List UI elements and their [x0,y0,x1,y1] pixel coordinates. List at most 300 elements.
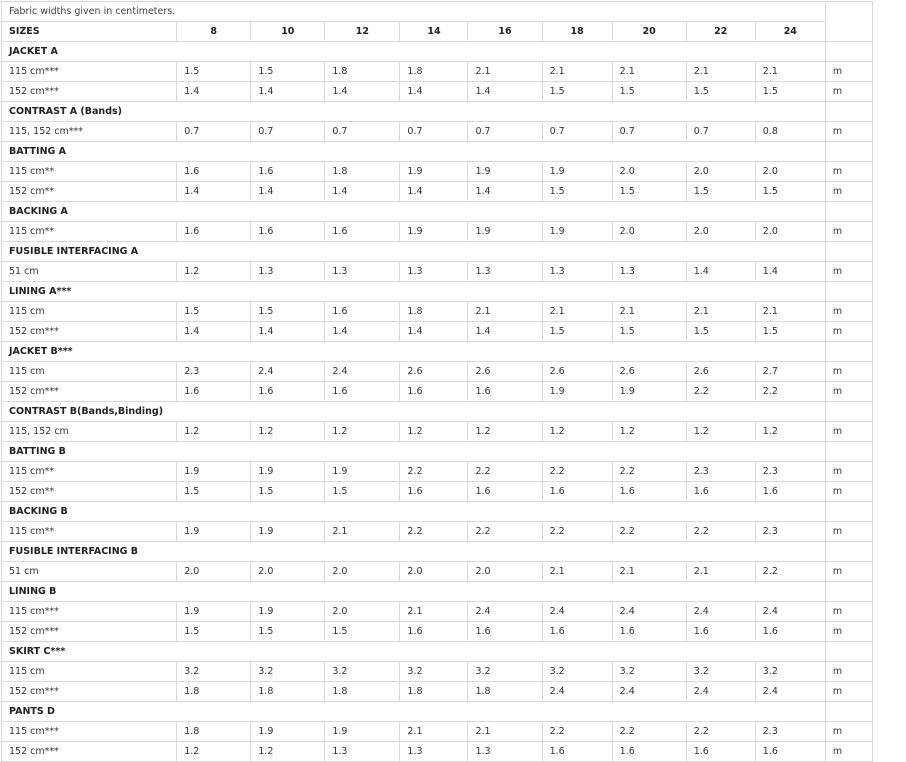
unit-label: m [825,82,872,102]
section-title: BACKING A [2,202,826,222]
yardage-value: 0.7 [177,122,251,142]
yardage-value: 1.9 [251,522,325,542]
yardage-value: 2.4 [686,682,755,702]
yardage-value: 0.7 [325,122,400,142]
yardage-value: 1.9 [468,222,542,242]
yardage-value: 1.6 [468,622,542,642]
yardage-value: 2.6 [612,362,686,382]
unit-label: m [825,302,872,322]
yardage-value: 1.6 [400,382,468,402]
yardage-value: 1.2 [177,262,251,282]
yardage-value: 1.6 [612,742,686,762]
yardage-value: 2.1 [400,722,468,742]
yardage-value: 3.2 [400,662,468,682]
yardage-value: 1.9 [177,462,251,482]
yardage-value: 1.5 [177,622,251,642]
yardage-value: 1.5 [177,302,251,322]
yardage-value: 1.5 [755,82,825,102]
yardage-value: 1.8 [177,682,251,702]
table-row [2,182,873,202]
yardage-value: 1.8 [325,682,400,702]
yardage-value: 1.5 [177,62,251,82]
yardage-value: 1.6 [686,482,755,502]
yardage-value: 1.9 [542,382,612,402]
size-header-8: 8 [177,22,251,42]
section-row [2,582,873,602]
section-row [2,102,873,122]
section-row [2,402,873,422]
yardage-value: 1.6 [325,382,400,402]
yardage-value: 1.5 [612,82,686,102]
fabric-width: 115 cm** [2,462,177,482]
yardage-value: 2.6 [686,362,755,382]
yardage-value: 1.8 [177,722,251,742]
section-title: PANTS D [2,702,826,722]
yardage-value: 1.4 [400,82,468,102]
yardage-value: 1.5 [251,482,325,502]
yardage-value: 1.6 [686,742,755,762]
section-title: JACKET B*** [2,342,826,362]
size-header-24: 24 [755,22,825,42]
yardage-value: 1.5 [686,82,755,102]
table-row [2,262,873,282]
yardage-value: 2.1 [325,522,400,542]
yardage-value: 1.8 [400,302,468,322]
yardage-value: 2.4 [686,602,755,622]
yardage-value: 1.4 [325,82,400,102]
fabric-width: 152 cm*** [2,682,177,702]
section-blank-cell [825,202,872,222]
section-row [2,282,873,302]
blank-corner-cell [825,2,872,42]
fabric-width: 152 cm*** [2,382,177,402]
yardage-value: 1.4 [177,182,251,202]
yardage-value: 2.2 [612,462,686,482]
unit-label: m [825,482,872,502]
fabric-width: 152 cm*** [2,622,177,642]
fabric-width: 115 cm** [2,522,177,542]
section-blank-cell [825,442,872,462]
table-row [2,302,873,322]
yardage-value: 2.2 [612,522,686,542]
unit-label: m [825,722,872,742]
yardage-value: 1.2 [177,742,251,762]
yardage-value: 1.6 [177,222,251,242]
unit-label: m [825,662,872,682]
section-title: SKIRT C*** [2,642,826,662]
section-row [2,502,873,522]
yardage-value: 2.2 [468,462,542,482]
yardage-value: 1.5 [755,322,825,342]
section-title: LINING A*** [2,282,826,302]
fabric-width: 115 cm*** [2,722,177,742]
section-title: FUSIBLE INTERFACING A [2,242,826,262]
yardage-value: 2.4 [755,682,825,702]
yardage-value: 2.1 [612,302,686,322]
fabric-width: 115 cm [2,662,177,682]
yardage-value: 1.9 [251,602,325,622]
yardage-value: 1.8 [325,162,400,182]
yardage-value: 1.6 [468,482,542,502]
fabric-width: 115 cm [2,302,177,322]
yardage-value: 1.5 [542,322,612,342]
table-row [2,82,873,102]
unit-label: m [825,562,872,582]
fabric-width: 152 cm** [2,182,177,202]
yardage-value: 2.1 [755,62,825,82]
yardage-value: 1.9 [400,222,468,242]
yardage-value: 1.6 [325,222,400,242]
yardage-value: 1.5 [251,622,325,642]
yardage-value: 2.2 [755,562,825,582]
fabric-width: 51 cm [2,262,177,282]
section-title: CONTRAST A (Bands) [2,102,826,122]
unit-label: m [825,262,872,282]
yardage-value: 1.6 [612,622,686,642]
yardage-value: 1.4 [251,82,325,102]
yardage-value: 1.2 [400,422,468,442]
size-header-20: 20 [612,22,686,42]
yardage-value: 1.6 [612,482,686,502]
table-row [2,522,873,542]
yardage-value: 1.4 [400,182,468,202]
yardage-value: 1.5 [251,62,325,82]
yardage-value: 3.2 [468,662,542,682]
yardage-value: 2.0 [251,562,325,582]
sizes-label: SIZES [2,22,177,42]
yardage-value: 1.4 [177,82,251,102]
yardage-value: 2.0 [612,162,686,182]
table-row [2,162,873,182]
yardage-value: 1.9 [542,162,612,182]
yardage-value: 2.1 [612,562,686,582]
sizes-header-row [2,22,873,42]
section-blank-cell [825,282,872,302]
yardage-value: 2.1 [686,562,755,582]
yardage-value: 1.6 [542,742,612,762]
yardage-value: 1.8 [400,682,468,702]
yardage-value: 1.8 [325,62,400,82]
section-row [2,342,873,362]
size-header-22: 22 [686,22,755,42]
yardage-value: 2.2 [400,522,468,542]
yardage-value: 1.6 [468,382,542,402]
table-body [2,2,873,762]
yardage-value: 3.2 [686,662,755,682]
yardage-value: 2.0 [755,222,825,242]
size-header-14: 14 [400,22,468,42]
yardage-value: 1.8 [400,62,468,82]
section-blank-cell [825,242,872,262]
yardage-value: 1.8 [468,682,542,702]
fabric-width-note: Fabric widths given in centimeters. [2,2,826,22]
yardage-value: 2.3 [755,462,825,482]
yardage-value: 1.5 [612,322,686,342]
section-blank-cell [825,402,872,422]
table-row [2,662,873,682]
yardage-value: 1.3 [400,742,468,762]
unit-label: m [825,422,872,442]
yardage-value: 2.2 [542,522,612,542]
yardage-value: 1.5 [177,482,251,502]
fabric-width: 115 cm*** [2,62,177,82]
yardage-value: 2.2 [542,722,612,742]
table-row [2,742,873,762]
fabric-width: 152 cm** [2,482,177,502]
yardage-value: 1.3 [251,262,325,282]
yardage-value: 2.0 [755,162,825,182]
yardage-value: 0.7 [686,122,755,142]
yardage-value: 1.9 [468,162,542,182]
yardage-value: 1.9 [325,462,400,482]
yardage-value: 1.6 [400,482,468,502]
unit-label: m [825,382,872,402]
yardage-value: 1.3 [468,742,542,762]
table-row [2,722,873,742]
yardage-value: 1.5 [542,82,612,102]
yardage-value: 2.1 [468,62,542,82]
unit-label: m [825,162,872,182]
yardage-value: 1.4 [325,182,400,202]
yardage-value: 1.4 [251,322,325,342]
yardage-value: 2.0 [177,562,251,582]
yardage-value: 2.1 [686,302,755,322]
yardage-value: 2.4 [542,602,612,622]
yardage-value: 1.4 [325,322,400,342]
size-header-10: 10 [251,22,325,42]
section-row [2,42,873,62]
yardage-value: 1.9 [325,722,400,742]
section-title: BATTING A [2,142,826,162]
yardage-value: 1.4 [468,322,542,342]
yardage-value: 2.6 [468,362,542,382]
fabric-width: 152 cm*** [2,82,177,102]
size-header-18: 18 [542,22,612,42]
yardage-value: 1.6 [251,162,325,182]
yardage-value: 1.4 [755,262,825,282]
section-blank-cell [825,642,872,662]
yardage-value: 2.4 [612,682,686,702]
table-row [2,622,873,642]
yardage-value: 2.3 [755,722,825,742]
yardage-value: 2.0 [325,602,400,622]
yardage-value: 2.2 [400,462,468,482]
unit-label: m [825,742,872,762]
yardage-value: 2.1 [612,62,686,82]
section-blank-cell [825,342,872,362]
table-row [2,562,873,582]
yardage-value: 1.6 [755,742,825,762]
section-row [2,242,873,262]
yardage-value: 3.2 [612,662,686,682]
yardage-value: 1.2 [612,422,686,442]
yardage-value: 2.2 [468,522,542,542]
yardage-value: 1.6 [542,622,612,642]
yardage-value: 1.2 [251,422,325,442]
yardage-value: 1.6 [325,302,400,322]
fabric-width: 115 cm [2,362,177,382]
yardage-value: 0.7 [542,122,612,142]
yardage-value: 1.4 [686,262,755,282]
yardage-value: 1.5 [325,482,400,502]
yardage-value: 3.2 [542,662,612,682]
yardage-value: 1.4 [400,322,468,342]
section-title: FUSIBLE INTERFACING B [2,542,826,562]
yardage-value: 1.3 [325,262,400,282]
yardage-value: 1.3 [400,262,468,282]
yardage-value: 1.9 [400,162,468,182]
yardage-value: 1.4 [177,322,251,342]
yardage-value: 1.6 [542,482,612,502]
yardage-value: 2.0 [686,162,755,182]
yardage-value: 2.1 [755,302,825,322]
fabric-requirements-table [1,1,873,762]
yardage-value: 2.0 [325,562,400,582]
yardage-value: 2.0 [400,562,468,582]
yardage-value: 1.2 [177,422,251,442]
yardage-value: 1.2 [686,422,755,442]
yardage-value: 2.3 [177,362,251,382]
yardage-value: 3.2 [177,662,251,682]
section-blank-cell [825,42,872,62]
fabric-width: 115 cm** [2,162,177,182]
yardage-value: 2.4 [612,602,686,622]
yardage-value: 1.6 [686,622,755,642]
yardage-value: 1.6 [177,382,251,402]
yardage-value: 2.2 [686,722,755,742]
yardage-value: 1.5 [686,182,755,202]
yardage-value: 2.2 [542,462,612,482]
unit-label: m [825,682,872,702]
unit-label: m [825,182,872,202]
note-row [2,2,873,22]
section-title: CONTRAST B(Bands,Binding) [2,402,826,422]
yardage-value: 1.5 [686,322,755,342]
size-header-12: 12 [325,22,400,42]
section-blank-cell [825,582,872,602]
yardage-value: 0.7 [400,122,468,142]
yardage-value: 1.9 [612,382,686,402]
unit-label: m [825,522,872,542]
unit-label: m [825,362,872,382]
table-row [2,222,873,242]
section-row [2,442,873,462]
yardage-value: 1.6 [251,222,325,242]
yardage-value: 1.6 [755,482,825,502]
yardage-value: 2.4 [251,362,325,382]
yardage-value: 1.2 [542,422,612,442]
table-row [2,362,873,382]
yardage-value: 1.3 [612,262,686,282]
section-row [2,202,873,222]
yardage-value: 2.1 [542,302,612,322]
unit-label: m [825,222,872,242]
yardage-value: 2.2 [686,382,755,402]
section-row [2,702,873,722]
table-row [2,322,873,342]
yardage-value: 1.3 [542,262,612,282]
yardage-value: 1.9 [177,602,251,622]
table-row [2,682,873,702]
yardage-value: 2.7 [755,362,825,382]
section-title: LINING B [2,582,826,602]
yardage-value: 1.2 [468,422,542,442]
yardage-value: 1.4 [251,182,325,202]
section-title: JACKET A [2,42,826,62]
table-row [2,422,873,442]
yardage-value: 1.8 [251,682,325,702]
yardage-value: 3.2 [251,662,325,682]
yardage-value: 2.3 [686,462,755,482]
yardage-value: 0.8 [755,122,825,142]
section-row [2,542,873,562]
size-header-16: 16 [468,22,542,42]
section-blank-cell [825,502,872,522]
yardage-value: 1.9 [251,462,325,482]
yardage-value: 2.1 [468,302,542,322]
yardage-value: 1.5 [755,182,825,202]
section-blank-cell [825,702,872,722]
section-title: BATTING B [2,442,826,462]
yardage-value: 2.0 [468,562,542,582]
section-row [2,642,873,662]
yardage-value: 2.2 [755,382,825,402]
yardage-value: 2.4 [325,362,400,382]
unit-label: m [825,322,872,342]
yardage-value: 2.0 [612,222,686,242]
table-row [2,382,873,402]
yardage-value: 0.7 [612,122,686,142]
yardage-value: 2.2 [686,522,755,542]
yardage-value: 1.6 [755,622,825,642]
yardage-value: 1.5 [612,182,686,202]
yardage-value: 1.4 [468,182,542,202]
yardage-value: 1.6 [177,162,251,182]
yardage-value: 2.1 [542,562,612,582]
yardage-value: 2.1 [400,602,468,622]
fabric-width: 115 cm** [2,222,177,242]
yardage-value: 3.2 [755,662,825,682]
fabric-width: 152 cm*** [2,742,177,762]
yardage-value: 2.1 [686,62,755,82]
section-blank-cell [825,542,872,562]
unit-label: m [825,122,872,142]
fabric-width: 115, 152 cm [2,422,177,442]
yardage-value: 1.9 [177,522,251,542]
yardage-value: 2.6 [542,362,612,382]
yardage-value: 1.5 [325,622,400,642]
section-row [2,142,873,162]
yardage-value: 2.4 [542,682,612,702]
yardage-value: 2.2 [612,722,686,742]
fabric-width: 115 cm*** [2,602,177,622]
yardage-value: 1.9 [251,722,325,742]
yardage-value: 0.7 [468,122,542,142]
yardage-value: 1.6 [251,382,325,402]
yardage-value: 1.2 [755,422,825,442]
yardage-value: 1.5 [542,182,612,202]
yardage-value: 3.2 [325,662,400,682]
section-blank-cell [825,102,872,122]
yardage-value: 2.4 [755,602,825,622]
yardage-value: 0.7 [251,122,325,142]
yardage-value: 2.1 [542,62,612,82]
section-title: BACKING B [2,502,826,522]
unit-label: m [825,602,872,622]
table-row [2,462,873,482]
section-blank-cell [825,142,872,162]
yardage-value: 1.6 [400,622,468,642]
